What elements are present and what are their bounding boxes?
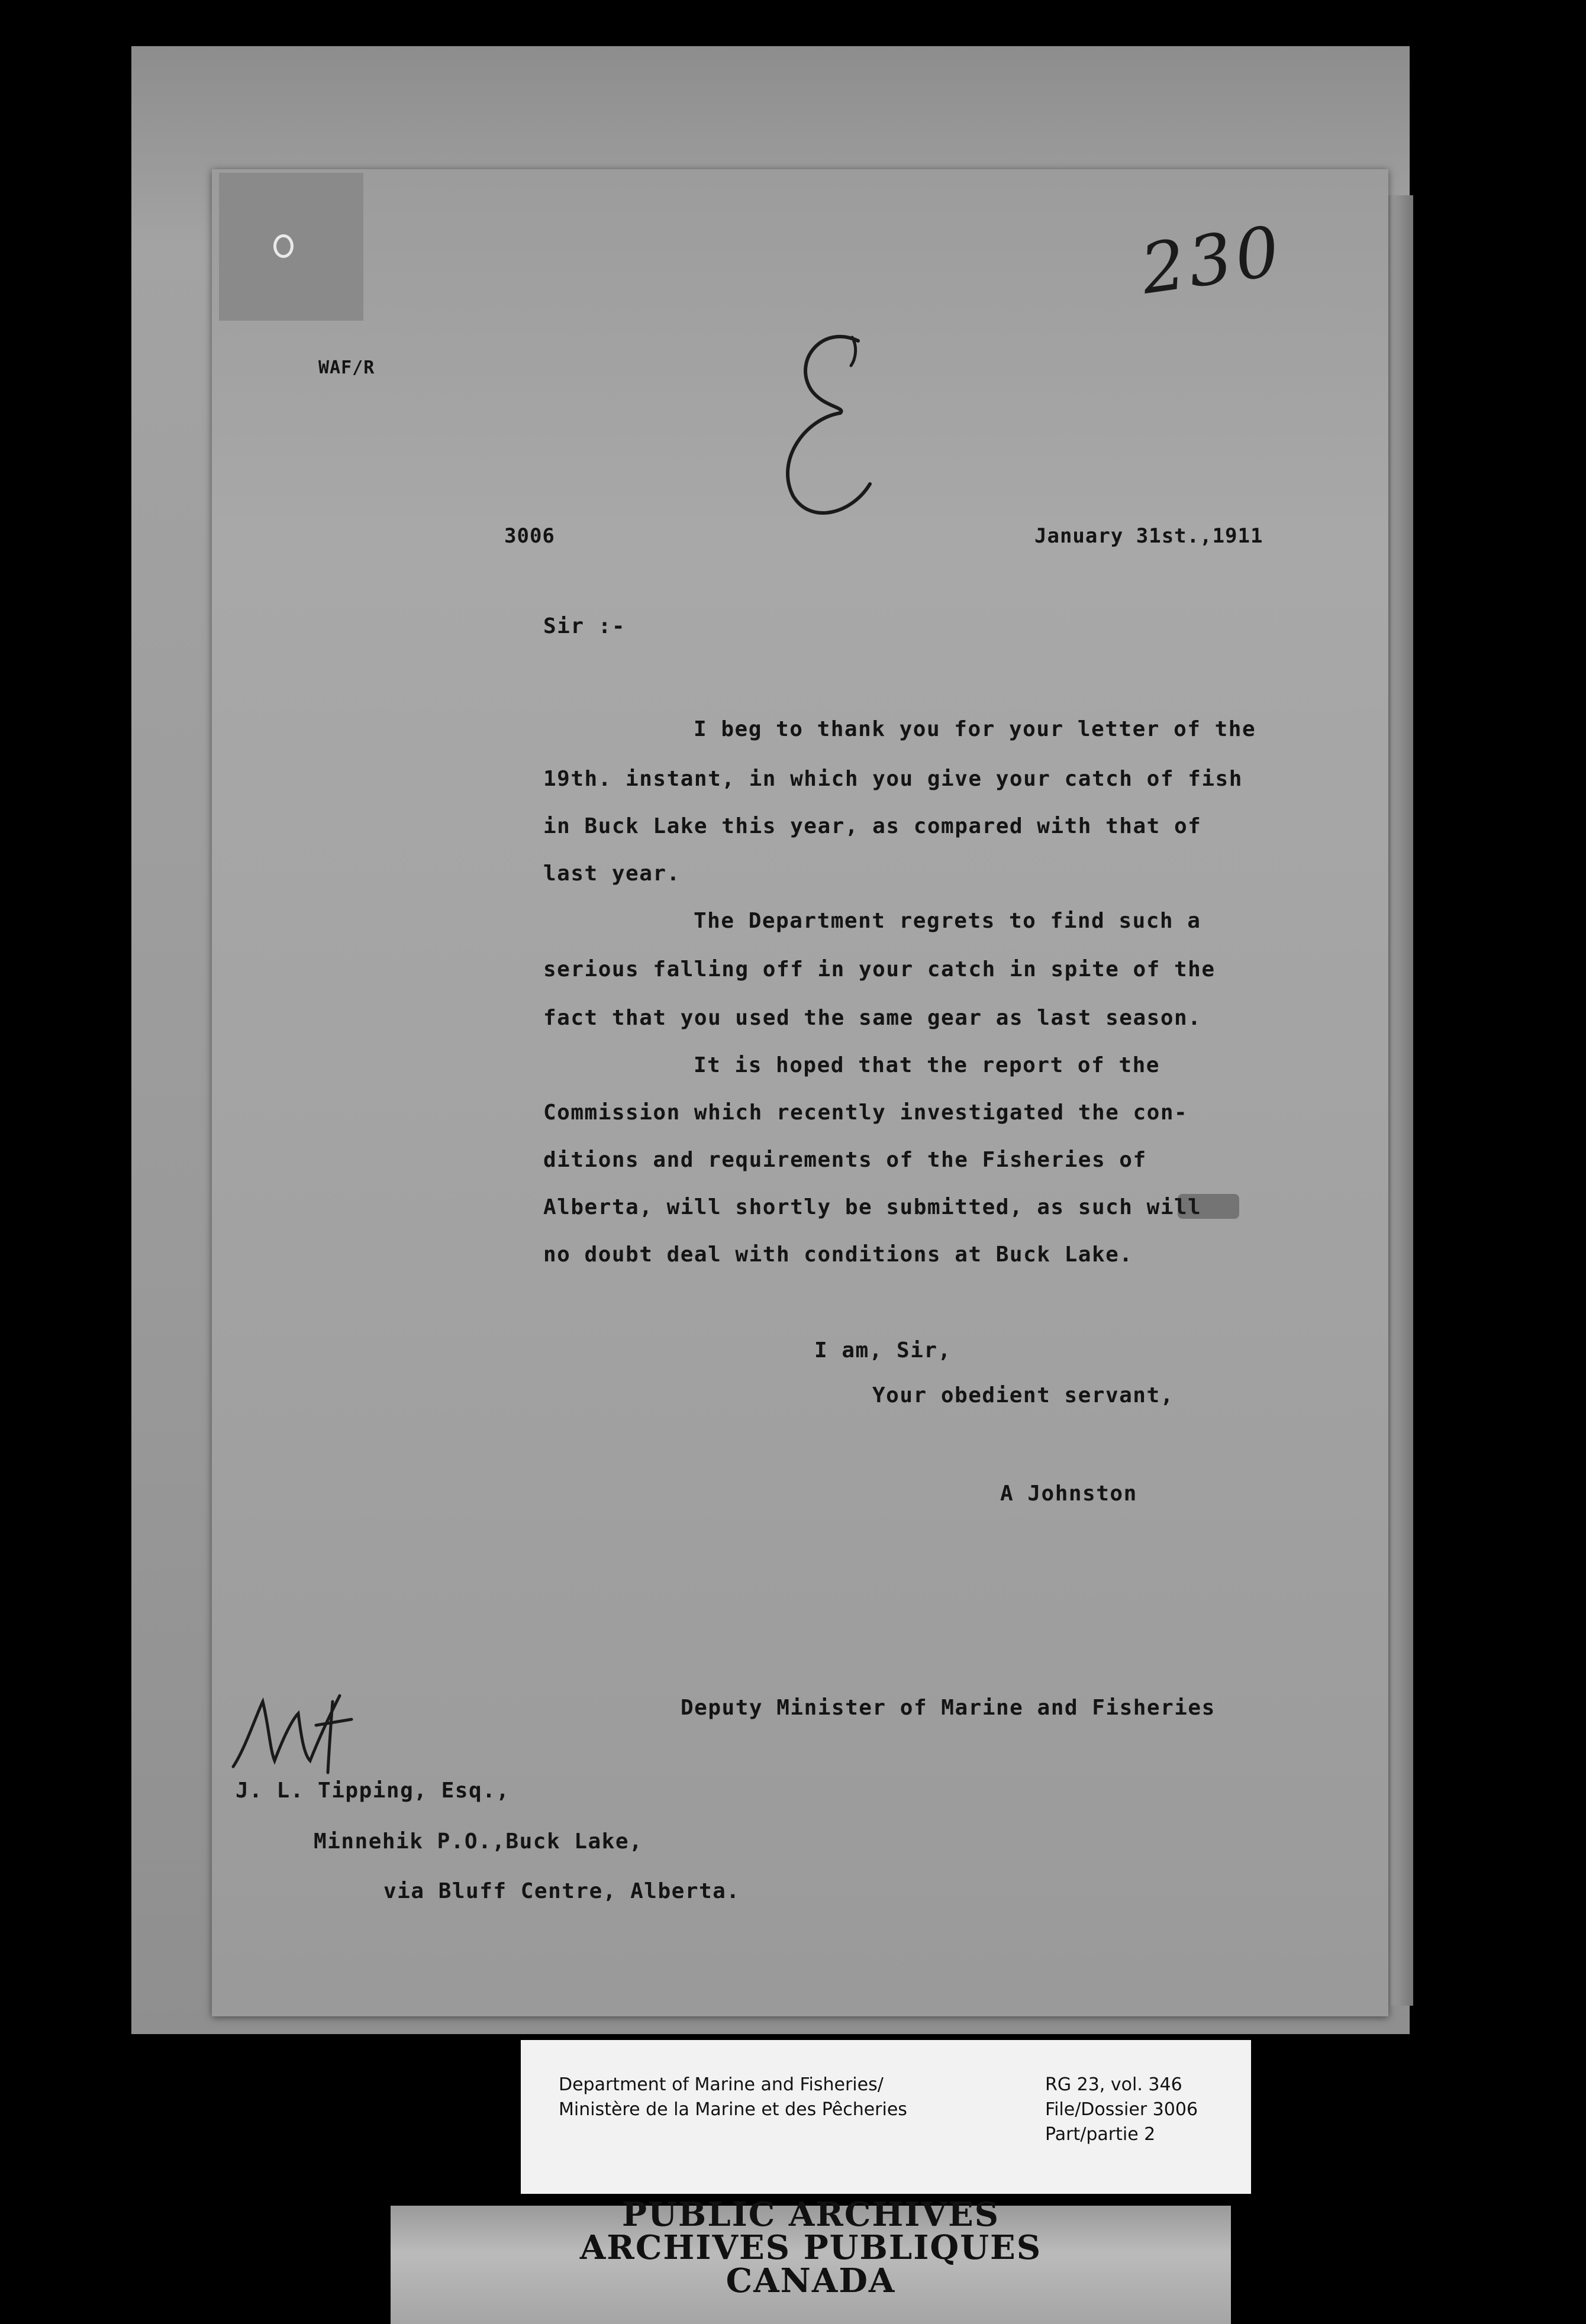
paragraph-line: It is hoped that the report of the: [694, 1053, 1160, 1077]
addressee-name: J. L. Tipping, Esq.,: [236, 1778, 510, 1803]
file-number: 3006: [504, 524, 555, 548]
signatory-title: Deputy Minister of Marine and Fisheries: [681, 1696, 1216, 1720]
paragraph-line: fact that you used the same gear as last season.: [543, 1006, 1202, 1030]
closing-line-1: I am, Sir,: [814, 1338, 952, 1363]
addressee-line-2: Minnehik P.O.,Buck Lake,: [314, 1829, 643, 1854]
archive-department-fr: Ministère de la Marine et des Pêcheries: [559, 2099, 907, 2120]
paragraph-line: 19th. instant, in which you give your catch of fish: [543, 767, 1243, 791]
paragraph-line: Commission which recently investigated the con-: [543, 1100, 1188, 1125]
archive-department-en: Department of Marine and Fisheries/: [559, 2074, 884, 2095]
handwritten-stamp-number: 230: [1136, 211, 1288, 310]
archive-file: File/Dossier 3006: [1045, 2099, 1198, 2120]
letter-date: January 31st.,1911: [1034, 524, 1263, 548]
paragraph-line: ditions and requirements of the Fisheries of: [543, 1148, 1147, 1172]
salutation: Sir :-: [543, 614, 626, 638]
ink-smudge: [1178, 1194, 1239, 1219]
signatory-name: A Johnston: [1000, 1481, 1137, 1506]
archives-stamp-line-2: ARCHIVES PUBLIQUES: [579, 2228, 1042, 2267]
handwritten-initial-e: [769, 324, 888, 525]
archives-stamp-line-3: CANADA: [726, 2261, 896, 2300]
paragraph-line: last year.: [543, 861, 681, 886]
punch-hole-icon: [273, 234, 294, 258]
reference-code: WAF/R: [318, 357, 375, 378]
paragraph-line: in Buck Lake this year, as compared with that of: [543, 814, 1202, 838]
addressee-line-3: via Bluff Centre, Alberta.: [383, 1879, 740, 1903]
paragraph-line: no doubt deal with conditions at Buck Lake.: [543, 1242, 1133, 1267]
paragraph-line: The Department regrets to find such a: [694, 909, 1201, 933]
paragraph-line: serious falling off in your catch in spite of the: [543, 957, 1216, 982]
paragraph-line: I beg to thank you for your letter of the: [694, 717, 1256, 741]
archive-part: Part/partie 2: [1045, 2124, 1156, 2145]
archives-stamp-line-1: PUBLIC ARCHIVES: [621, 2195, 1000, 2234]
archive-record-group: RG 23, vol. 346: [1045, 2074, 1182, 2095]
paragraph-line: Alberta, will shortly be submitted, as such will: [543, 1195, 1202, 1219]
closing-line-2: Your obedient servant,: [872, 1383, 1174, 1408]
